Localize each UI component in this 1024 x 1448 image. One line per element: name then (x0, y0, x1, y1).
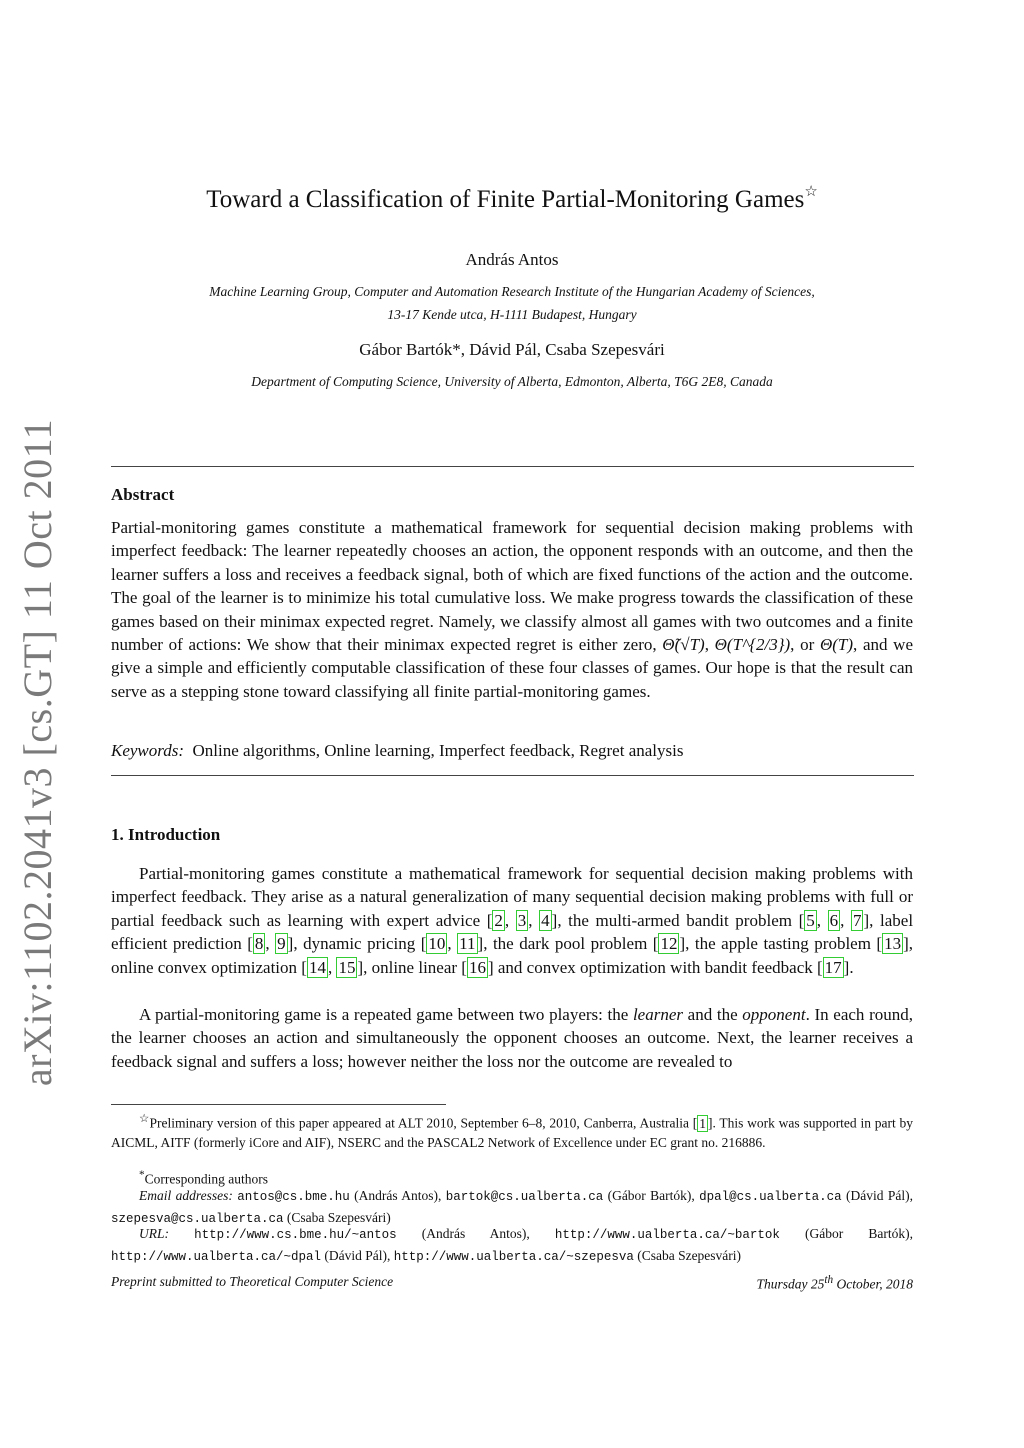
email-link[interactable]: dpal@cs.ualberta.ca (699, 1190, 842, 1204)
arxiv-id: arXiv:1102.2041v3 [cs.GT] 11 Oct 2011 (15, 418, 61, 1086)
footnote-2: *Corresponding authors (139, 1169, 268, 1187)
email-link[interactable]: antos@cs.bme.hu (237, 1190, 350, 1204)
math-theta-tilde-sqrt-t: Θ̃(√T) (662, 635, 705, 655)
url-link[interactable]: http://www.ualberta.ca/~dpal (111, 1249, 322, 1264)
footer-date: Thursday 25th October, 2018 (756, 1274, 913, 1292)
math-theta-t: Θ(T) (819, 635, 854, 655)
intro-paragraph-2: A partial-monitoring game is a repeated game between two players: the learner and the opponent. In each round, the learner chooses an action and simultaneously the opponent chooses an outcome. Next, the learner receives a feedback signal and suffers a loss; however neither the loss nor the outcome are revealed to (111, 1005, 913, 1071)
url-link[interactable]: http://www.ualberta.ca/~bartok (554, 1228, 780, 1242)
citation-link[interactable]: 13 (884, 934, 902, 954)
abstract-bottom-rule (111, 775, 914, 776)
citation-link[interactable]: 17 (824, 957, 842, 977)
intro-paragraph-1: Partial-monitoring games constitute a mathematical framework for sequential decision making problems with imperfect feedback. They arise as a natural generalization of many sequential decision making problems with full or partial feedback such as learning with expert advice [ 2 , 3 , 4 ], the multi-armed bandit problem [ 5 , 6 , 7 ], label efficient prediction [ 8 , 9 ], dynamic pricing [ 10 , 11 ], the dark pool problem [ 12 ], the apple tasting problem [ 13 ], online convex optimization [ 14 , 15 ], online linear [ 16 ] and convex optimization with bandit feedback [ 17 ]. (111, 864, 914, 977)
citation-link[interactable]: 3 (517, 910, 527, 930)
email-link[interactable]: szepesva@cs.ualberta.ca (111, 1211, 284, 1226)
email-link[interactable]: bartok@cs.ualberta.ca (445, 1190, 604, 1204)
keywords-list: Online algorithms, Online learning, Imperfect feedback, Regret analysis (192, 741, 684, 760)
abstract-text: Partial-monitoring games constitute a mathematical framework for sequential decision making problems with imperfect feedback: The learner repeatedly chooses an action, the opponent responds with an outcome, and then the learner suffers a loss and receives a feedback signal, both of which are fixed functions of the action and the outcome. The goal of the learner is to minimize his total cumulative loss. We make progress towards the classification of these games based on their minimax expected regret. Namely, we classify almost all games with two outcomes and a finite number of actions: We show that their minimax expected regret is either zero, Θ̃(√T), Θ(T^{2/3}), or Θ(T), and we give a simple and efficiently computable classification of these four classes of games. Our hope is that the result can serve as a stepping stone toward classifying all finite partial-monitoring games. (111, 518, 913, 701)
citation-link[interactable]: 2 (494, 910, 503, 930)
footnote-rule (111, 1104, 446, 1105)
affiliation-2: Department of Computing Science, University of Alberta, Edmonton, Alberta, T6G 2E8, Canada (251, 374, 773, 389)
footnote-urls: URL: http://www.cs.bme.hu/~antos (András Antos), http://www.ualberta.ca/~bartok (Gábor Bartók), http://www.ualberta.ca/~dpal (Dávid Pál), http://www.ualberta.ca/~szepesva (Csaba Szepesvári) (111, 1226, 913, 1264)
keywords (111, 739, 913, 762)
footnote-1: ☆Preliminary version of this paper appeared at ALT 2010, September 6–8, 2010, Canberra, Australia [ 1 ]. This work was supported in part by AICML, AITF (formerly iCore and AIF), NSERC and the PASCAL2 Network of Excellence under EC grant no. 216886. (111, 1113, 913, 1151)
citation-link[interactable]: 10 (428, 934, 446, 954)
abstract-heading: Abstract (111, 485, 175, 504)
author-1: András Antos (465, 250, 559, 269)
math-theta-t-two-thirds: Θ(T^{2/3}) (714, 635, 791, 655)
citation-link[interactable]: 8 (254, 934, 264, 954)
citation-link[interactable]: 5 (806, 910, 815, 930)
title-footnote-mark[interactable]: ☆ (804, 184, 818, 200)
citation-link[interactable]: 1 (699, 1115, 706, 1131)
abstract-top-rule (111, 466, 914, 467)
affiliation-1: Machine Learning Group, Computer and Automation Research Institute of the Hungarian Academy of Sciences, 13-17 Kende utca, H-1111 Budapest, Hungary (209, 284, 815, 322)
citation-link[interactable]: 7 (852, 910, 862, 930)
url-link[interactable]: http://www.ualberta.ca/~szepesva (393, 1249, 634, 1264)
citation-link[interactable]: 4 (541, 910, 550, 930)
footnote-emails: Email addresses: antos@cs.bme.hu (András Antos), bartok@cs.ualberta.ca (Gábor Bartók), dpal@cs.ualberta.ca (Dávid Pál), szepesva@cs.ualberta.ca (Csaba Szepesvári) (111, 1188, 913, 1226)
section-heading-introduction: 1. Introduction (111, 825, 221, 844)
url-link[interactable]: http://www.cs.bme.hu/~antos (194, 1228, 397, 1242)
citation-link[interactable]: 6 (829, 910, 839, 930)
citation-link[interactable]: 9 (277, 934, 286, 954)
footer-preprint-note: Preprint submitted to Theoretical Computer Science (111, 1274, 394, 1289)
citation-link[interactable]: 14 (308, 957, 326, 977)
arxiv-sidebar-stamp (4, 418, 72, 1086)
keywords-label: Keywords: (111, 741, 185, 760)
citation-link[interactable]: 11 (459, 934, 476, 954)
citation-link[interactable]: 16 (468, 957, 486, 977)
citation-link[interactable]: 15 (338, 957, 356, 977)
authors-2: Gábor Bartók*, Dávid Pál, Csaba Szepesvári (359, 340, 665, 359)
citation-link[interactable]: 12 (660, 934, 678, 954)
paper-title: Toward a Classification of Finite Partial-Monitoring Games☆ (206, 184, 818, 213)
